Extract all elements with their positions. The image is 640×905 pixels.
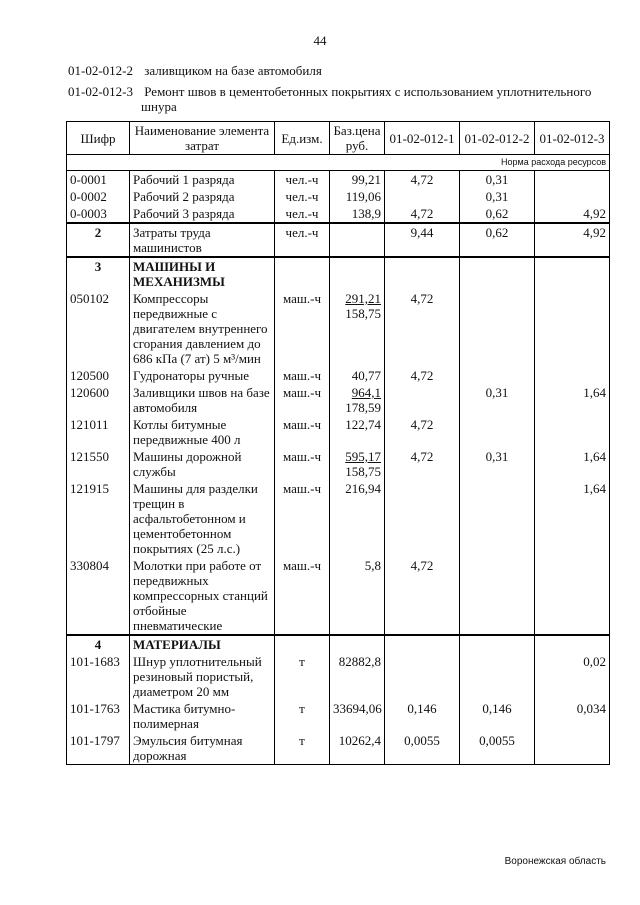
cell-name <box>130 416 275 448</box>
cell-v3-text: 4,92 <box>583 206 606 221</box>
cell-v2 <box>460 188 535 205</box>
cell-v3-text: 4,92 <box>583 225 606 240</box>
cell-unit-text: т <box>299 654 305 669</box>
cell-v2-text: 0,31 <box>485 189 509 204</box>
cell-code-text: 0-0002 <box>70 189 107 204</box>
cell-price <box>330 367 385 384</box>
cell-v2 <box>460 384 535 416</box>
col-header-name: Наименование элемента затрат <box>130 122 275 155</box>
table-row <box>67 367 610 384</box>
cell-v1 <box>385 732 460 765</box>
cell-v3 <box>535 171 610 189</box>
cell-unit-text: чел.-ч <box>285 206 319 221</box>
cell-unit-text: маш.-ч <box>282 385 322 400</box>
cell-name-text: Рабочий 1 разряда <box>133 172 235 187</box>
cell-unit-text: т <box>299 701 305 716</box>
cell-name <box>130 205 275 223</box>
cell-v2 <box>460 290 535 367</box>
cell-v1 <box>385 367 460 384</box>
cell-v1-text: 4,72 <box>410 558 434 573</box>
cell-code <box>67 171 130 189</box>
cell-code-text: 3 <box>94 259 102 274</box>
cell-price <box>330 188 385 205</box>
table-row <box>67 223 610 257</box>
cell-name <box>130 700 275 732</box>
cell-v1 <box>385 416 460 448</box>
table-row <box>67 416 610 448</box>
cell-unit-text: маш.-ч <box>282 291 322 306</box>
cell-code-text: 121915 <box>70 481 109 496</box>
cell-unit <box>275 557 330 635</box>
cell-unit <box>275 384 330 416</box>
cell-price <box>330 416 385 448</box>
cell-v3 <box>535 635 610 653</box>
cell-name-text: Молотки при работе от передвижных компрессорных станций отбойные пневматические <box>133 558 268 633</box>
cell-unit <box>275 205 330 223</box>
cell-v1 <box>385 700 460 732</box>
cell-v3-text: 1,64 <box>583 449 606 464</box>
table-row <box>67 188 610 205</box>
cell-code-text: 0-0001 <box>70 172 107 187</box>
table-body <box>67 171 610 765</box>
cell-code-text: 120500 <box>70 368 109 383</box>
cell-v2 <box>460 700 535 732</box>
cell-code-text: 121550 <box>70 449 109 464</box>
cell-v2 <box>460 171 535 189</box>
cell-price-secondary: 158,75 <box>345 306 381 321</box>
cell-v3 <box>535 205 610 223</box>
table-row <box>67 557 610 635</box>
cell-code-text: 330804 <box>70 558 109 573</box>
cell-v2 <box>460 367 535 384</box>
cell-v3 <box>535 416 610 448</box>
cell-name <box>130 257 275 290</box>
cell-v3 <box>535 384 610 416</box>
cell-v1-text: 0,146 <box>407 701 437 716</box>
cell-unit-text: чел.-ч <box>285 172 319 187</box>
cell-name-text: Эмульсия битумная дорожная <box>133 733 243 763</box>
cell-price-text: 216,94 <box>345 481 381 496</box>
cell-name-text: Затраты труда машинистов <box>133 225 211 255</box>
cell-price <box>330 205 385 223</box>
cell-code <box>67 416 130 448</box>
cell-unit <box>275 635 330 653</box>
cell-price-text: 40,77 <box>351 368 381 383</box>
cell-code <box>67 635 130 653</box>
cell-code <box>67 480 130 557</box>
table-row <box>67 480 610 557</box>
cell-unit <box>275 448 330 480</box>
table-row <box>67 653 610 700</box>
cell-name <box>130 732 275 765</box>
cell-name <box>130 223 275 257</box>
cell-code-text: 050102 <box>70 291 109 306</box>
cell-unit <box>275 257 330 290</box>
cell-name-text: Машины дорожной службы <box>133 449 242 479</box>
cell-name-text: Машины для разделки трещин в асфальтобетонном и цементобетонном покрытиях (25 л.с.) <box>133 481 258 556</box>
page-number: 44 <box>313 33 327 48</box>
cell-price-text: 122,74 <box>345 417 381 432</box>
cell-name <box>130 290 275 367</box>
cell-v1 <box>385 257 460 290</box>
cell-code-text: 121011 <box>70 417 109 432</box>
cell-v3 <box>535 448 610 480</box>
table-row <box>67 205 610 223</box>
cell-v2-text: 0,31 <box>485 385 509 400</box>
cell-code <box>67 290 130 367</box>
cell-v1-text: 4,72 <box>410 368 434 383</box>
cell-v2-text: 0,62 <box>485 225 509 240</box>
header-line-2 <box>68 84 591 100</box>
cell-name <box>130 367 275 384</box>
col-header-price: Баз.цена руб. <box>330 122 385 155</box>
cell-price-text: 82882,8 <box>338 654 381 669</box>
cell-name <box>130 171 275 189</box>
cell-v1 <box>385 171 460 189</box>
cell-unit-text: маш.-ч <box>282 481 322 496</box>
cell-v1 <box>385 635 460 653</box>
resource-table <box>66 121 610 765</box>
cell-v3 <box>535 732 610 765</box>
cell-v3 <box>535 188 610 205</box>
header-text-1: заливщиком на базе автомобиля <box>144 63 322 78</box>
cell-unit <box>275 480 330 557</box>
table-row <box>67 384 610 416</box>
cell-name-text: Шнур уплотнительный резиновый пористый, диаметром 20 мм <box>133 654 262 699</box>
header-text-2-cont: шнура <box>141 99 177 114</box>
footer-region: Воронежская область <box>504 856 606 867</box>
cell-price <box>330 480 385 557</box>
cell-price-text: 119,06 <box>345 189 381 204</box>
col-header-unit: Ед.изм. <box>275 122 330 155</box>
cell-v3 <box>535 367 610 384</box>
cell-price <box>330 290 385 367</box>
cell-price <box>330 635 385 653</box>
cell-code-text: 101-1763 <box>70 701 120 716</box>
cell-unit-text: маш.-ч <box>282 558 322 573</box>
cell-name-text: МАШИНЫ И МЕХАНИЗМЫ <box>133 259 225 289</box>
cell-v3-text: 1,64 <box>583 385 606 400</box>
cell-price <box>330 653 385 700</box>
cell-code-text: 101-1683 <box>70 654 120 669</box>
cell-code <box>67 448 130 480</box>
cell-v3-text: 0,02 <box>583 654 606 669</box>
cell-v1 <box>385 448 460 480</box>
cell-v1-text: 4,72 <box>410 206 434 221</box>
cell-price-text: 291,21 <box>345 291 381 306</box>
cell-code <box>67 384 130 416</box>
cell-v2 <box>460 416 535 448</box>
cell-v1 <box>385 480 460 557</box>
cell-price-text: 10262,4 <box>338 733 381 748</box>
cell-unit <box>275 700 330 732</box>
cell-name-text: Рабочий 2 разряда <box>133 189 235 204</box>
cell-name-text: Гудронаторы ручные <box>133 368 250 383</box>
cell-name <box>130 188 275 205</box>
cell-v1 <box>385 290 460 367</box>
header-code-1: 01-02-012-2 <box>68 63 133 78</box>
cell-name <box>130 653 275 700</box>
cell-price <box>330 557 385 635</box>
cell-code <box>67 653 130 700</box>
cell-price-text: 138,9 <box>351 206 381 221</box>
cell-price-text: 5,8 <box>364 558 381 573</box>
cell-price-secondary: 158,75 <box>345 464 381 479</box>
cell-name-text: Заливщики швов на базе автомобиля <box>133 385 270 415</box>
col-header-code: Шифр <box>67 122 130 155</box>
cell-code <box>67 205 130 223</box>
cell-unit-text: маш.-ч <box>282 417 322 432</box>
cell-v3-text: 0,034 <box>576 701 606 716</box>
cell-v1-text: 4,72 <box>410 172 434 187</box>
table-row <box>67 635 610 653</box>
cell-unit-text: чел.-ч <box>285 225 319 240</box>
cell-code-text: 0-0003 <box>70 206 107 221</box>
cell-name-text: Рабочий 3 разряда <box>133 206 235 221</box>
cell-v2 <box>460 223 535 257</box>
cell-v3 <box>535 653 610 700</box>
header-text-2: Ремонт швов в цементобетонных покрытиях с использованием уплотнительного <box>144 84 592 99</box>
cell-v2 <box>460 448 535 480</box>
cell-v2 <box>460 635 535 653</box>
cell-v2-text: 0,0055 <box>479 733 515 748</box>
cell-v1 <box>385 205 460 223</box>
cell-name-text: МАТЕРИАЛЫ <box>133 637 221 652</box>
cell-price <box>330 384 385 416</box>
cell-v2-text: 0,31 <box>485 449 509 464</box>
cell-name <box>130 448 275 480</box>
cell-code-text: 120600 <box>70 385 109 400</box>
cell-unit-text: чел.-ч <box>285 189 319 204</box>
cell-v1-text: 4,72 <box>410 417 434 432</box>
col-header-v1: 01-02-012-1 <box>385 122 460 155</box>
cell-unit <box>275 290 330 367</box>
cell-price-secondary: 178,59 <box>345 400 381 415</box>
cell-code <box>67 223 130 257</box>
norm-row <box>67 155 610 171</box>
cell-name-text: Компрессоры передвижные с двигателем внутреннего сгорания давлением до 686 кПа (7 ат) 5 м³/мин <box>133 291 268 366</box>
cell-v2 <box>460 480 535 557</box>
table-row <box>67 448 610 480</box>
cell-v2 <box>460 257 535 290</box>
cell-name-text: Мастика битумно-полимерная <box>133 701 236 731</box>
cell-price-text: 595,17 <box>345 449 381 464</box>
cell-unit <box>275 732 330 765</box>
cell-v2 <box>460 653 535 700</box>
cell-price <box>330 732 385 765</box>
cell-name <box>130 480 275 557</box>
cell-v2-text: 0,31 <box>485 172 509 187</box>
cell-price-text: 99,21 <box>351 172 381 187</box>
cell-code-text: 2 <box>94 225 102 240</box>
cell-unit <box>275 171 330 189</box>
cell-v2-text: 0,146 <box>482 701 512 716</box>
table-header-row <box>67 122 610 155</box>
cell-v3 <box>535 223 610 257</box>
cell-v1-text: 4,72 <box>410 291 434 306</box>
table-row <box>67 732 610 765</box>
cell-v1 <box>385 223 460 257</box>
cell-price <box>330 257 385 290</box>
cell-code <box>67 700 130 732</box>
col-header-v2: 01-02-012-2 <box>460 122 535 155</box>
cell-unit-text: маш.-ч <box>282 449 322 464</box>
cell-price-text: 33694,06 <box>333 701 382 716</box>
cell-code-text: 101-1797 <box>70 733 120 748</box>
cell-v1 <box>385 653 460 700</box>
cell-unit <box>275 416 330 448</box>
cell-code <box>67 188 130 205</box>
cell-price <box>330 448 385 480</box>
cell-name <box>130 384 275 416</box>
cell-v1 <box>385 188 460 205</box>
header-code-2: 01-02-012-3 <box>68 84 133 99</box>
cell-v2 <box>460 557 535 635</box>
cell-code <box>67 557 130 635</box>
cell-v3-text: 1,64 <box>583 481 606 496</box>
cell-price <box>330 223 385 257</box>
cell-unit <box>275 653 330 700</box>
cell-code <box>67 257 130 290</box>
cell-v3 <box>535 257 610 290</box>
cell-price <box>330 700 385 732</box>
cell-unit-text: т <box>299 733 305 748</box>
cell-name <box>130 635 275 653</box>
cell-name-text: Котлы битумные передвижные 400 л <box>133 417 241 447</box>
cell-v2 <box>460 205 535 223</box>
cell-unit <box>275 367 330 384</box>
cell-name <box>130 557 275 635</box>
cell-v2-text: 0,62 <box>485 206 509 221</box>
col-header-v3: 01-02-012-3 <box>535 122 610 155</box>
cell-v1-text: 9,44 <box>410 225 434 240</box>
table-row <box>67 171 610 189</box>
cell-v3 <box>535 480 610 557</box>
cell-code-text: 4 <box>94 637 102 652</box>
cell-v1-text: 0,0055 <box>404 733 440 748</box>
cell-price-text: 964,1 <box>351 385 381 400</box>
cell-v1 <box>385 557 460 635</box>
cell-v3 <box>535 700 610 732</box>
cell-code <box>67 732 130 765</box>
table-row <box>67 290 610 367</box>
cell-v3 <box>535 557 610 635</box>
cell-v3 <box>535 290 610 367</box>
cell-price <box>330 171 385 189</box>
table-row <box>67 257 610 290</box>
cell-unit <box>275 223 330 257</box>
cell-v1-text: 4,72 <box>410 449 434 464</box>
cell-v1 <box>385 384 460 416</box>
header-line-1 <box>68 63 322 79</box>
norm-label: Норма расхода ресурсов <box>67 155 610 171</box>
cell-v2 <box>460 732 535 765</box>
cell-unit <box>275 188 330 205</box>
cell-code <box>67 367 130 384</box>
table-row <box>67 700 610 732</box>
cell-unit-text: маш.-ч <box>282 368 322 383</box>
